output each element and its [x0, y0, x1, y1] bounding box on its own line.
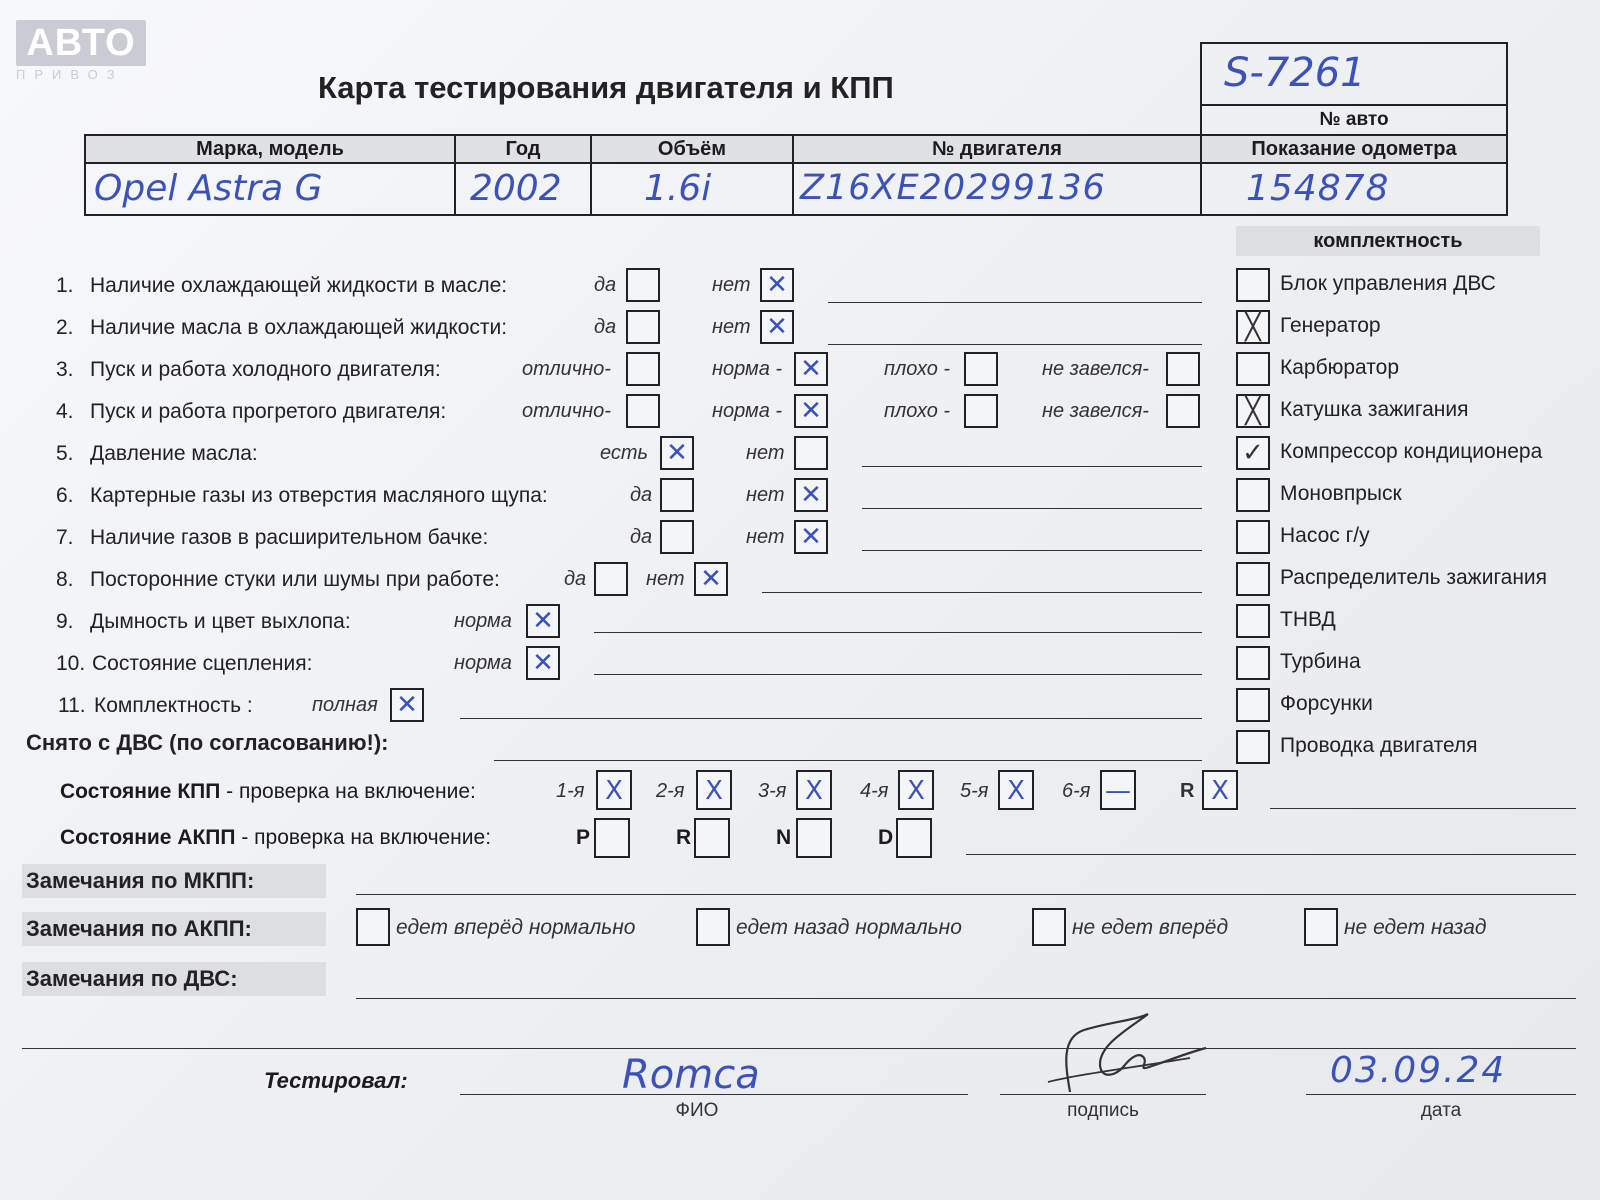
kit-checkbox-wiring[interactable] [1236, 730, 1270, 764]
kit-checkbox-turbo[interactable] [1236, 646, 1270, 680]
option-label: нет [712, 274, 751, 296]
akpp-label-rest: - проверка на включение: [235, 826, 492, 849]
header-col-model: Марка, модель [84, 134, 456, 164]
checkmark-x-icon: ✕ [666, 438, 688, 468]
kit-label: Моновпрыск [1280, 482, 1402, 505]
akpp-r-checkbox[interactable] [694, 818, 730, 858]
option-label: нет [746, 526, 785, 548]
check-number: 6. [56, 484, 74, 507]
option-label: плохо - [884, 358, 951, 380]
note-line[interactable] [828, 302, 1202, 303]
gear-6-checkbox[interactable] [1100, 770, 1136, 810]
check-label: Наличие охлаждающей жидкости в масле: [90, 274, 508, 297]
volume-field[interactable] [590, 162, 794, 216]
kit-label: Насос г/у [1280, 524, 1370, 547]
option-label: нет [746, 442, 785, 464]
option-label: да [594, 316, 617, 338]
header-col-engine-no: № двигателя [792, 134, 1202, 164]
akpp-label [60, 826, 491, 850]
note-line[interactable] [862, 466, 1202, 467]
kit-checkbox-ignition-coil[interactable] [1236, 394, 1270, 428]
check-1-yes-checkbox[interactable] [626, 268, 660, 302]
remarks-dvs-line[interactable] [356, 998, 1576, 999]
option-label: полная [312, 694, 378, 716]
checkmark-x-icon: ✕ [800, 480, 822, 510]
check-label: Картерные газы из отверстия масляного щупа: [90, 484, 548, 507]
check-number: 4. [56, 400, 74, 423]
check-9-normal-checkbox[interactable] [526, 604, 560, 638]
option-label: есть [600, 442, 649, 464]
kit-checkbox-ps-pump[interactable] [1236, 520, 1270, 554]
check-label: Давление масла: [90, 442, 258, 465]
akpp-note-line[interactable] [966, 854, 1576, 855]
fio-caption: ФИО [675, 1100, 719, 1121]
akpp-position-label: N [776, 826, 792, 849]
option-label: нет [712, 316, 751, 338]
gear-label: 4-я [860, 780, 889, 802]
tester-name-value: Romca [622, 1052, 760, 1098]
check-5-no-checkbox[interactable] [794, 436, 828, 470]
check-label: Посторонние стуки или шумы при работе: [90, 568, 500, 591]
akpp-forward-ok-checkbox[interactable] [356, 908, 390, 946]
check-3-bad-checkbox[interactable] [964, 352, 998, 386]
model-field[interactable] [84, 162, 456, 216]
note-line[interactable] [594, 632, 1202, 633]
gear-label: 1-я [556, 780, 585, 802]
check-label: Комплектность : [94, 694, 253, 717]
checkmark-x-icon: ╳ [1245, 396, 1261, 426]
kit-checkbox-mono-injection[interactable] [1236, 478, 1270, 512]
gear-5-checkbox[interactable] [998, 770, 1034, 810]
akpp-remark-option: не едет вперёд [1072, 916, 1229, 939]
checkmark-x-icon: X [1007, 776, 1025, 806]
note-line[interactable] [594, 674, 1202, 675]
check-8-no-checkbox[interactable] [694, 562, 728, 596]
check-number: 10. [56, 652, 86, 675]
kit-label: ТНВД [1280, 608, 1336, 631]
gear-label: 2-я [656, 780, 685, 802]
tester-name-line[interactable] [460, 1094, 968, 1095]
check-number: 1. [56, 274, 74, 297]
checkmark-x-icon: ✕ [766, 312, 788, 342]
check-11-full-checkbox[interactable] [390, 688, 424, 722]
check-label: Наличие масла в охлаждающей жидкости: [90, 316, 508, 339]
checkmark-icon: ✓ [1242, 438, 1264, 468]
akpp-no-reverse-checkbox[interactable] [1304, 908, 1338, 946]
check-3-excellent-checkbox[interactable] [626, 352, 660, 386]
check-label: Дымность и цвет выхлопа: [90, 610, 351, 633]
odometer-field[interactable] [1200, 162, 1508, 216]
kpp-note-line[interactable] [1270, 808, 1576, 809]
check-2-yes-checkbox[interactable] [626, 310, 660, 344]
option-label: плохо - [884, 400, 951, 422]
check-4-no-start-checkbox[interactable] [1166, 394, 1200, 428]
check-number: 8. [56, 568, 74, 591]
option-label: отлично- [522, 400, 611, 422]
checkmark-x-icon: ╳ [1245, 312, 1261, 342]
check-6-no-checkbox[interactable] [794, 478, 828, 512]
remarks-extra-line[interactable] [22, 1048, 1576, 1049]
kit-label: Блок управления ДВС [1280, 272, 1496, 295]
kit-checkbox-distributor[interactable] [1236, 562, 1270, 596]
kit-checkbox-ecu[interactable] [1236, 268, 1270, 302]
akpp-remark-option: не едет назад [1344, 916, 1487, 939]
gear-label: 5-я [960, 780, 989, 802]
option-label: отлично- [522, 358, 611, 380]
akpp-reverse-ok-checkbox[interactable] [696, 908, 730, 946]
remarks-mkpp-line[interactable] [356, 894, 1576, 895]
checkmark-x-icon: ✕ [800, 354, 822, 384]
checkmark-x-icon: X [605, 776, 623, 806]
page-title: Карта тестирования двигателя и КПП [318, 70, 894, 105]
remarks-dvs-label: Замечания по ДВС: [22, 962, 326, 996]
check-number: 9. [56, 610, 74, 633]
check-4-bad-checkbox[interactable] [964, 394, 998, 428]
kit-label: Катушка зажигания [1280, 398, 1469, 421]
auto-number-field[interactable] [1200, 42, 1508, 106]
gear-label: R [1180, 780, 1195, 802]
akpp-n-checkbox[interactable] [796, 818, 832, 858]
checkmark-x-icon: X [1211, 776, 1229, 806]
checkmark-x-icon: ✕ [766, 270, 788, 300]
engine-number-value: Z16XE20299136 [800, 168, 1106, 208]
logo-wordmark: АВТО [16, 20, 146, 66]
akpp-d-checkbox[interactable] [896, 818, 932, 858]
option-label: не завелся- [1042, 400, 1149, 422]
checkmark-x-icon: ✕ [800, 396, 822, 426]
checkmark-x-icon: ✕ [532, 648, 554, 678]
check-1-no-checkbox[interactable] [760, 268, 794, 302]
option-label: норма - [712, 358, 783, 380]
odometer-value: 154878 [1246, 168, 1390, 209]
signature-caption: подпись [1067, 1100, 1139, 1121]
kit-label: Распределитель зажигания [1280, 566, 1548, 589]
akpp-label-bold: Состояние АКПП [60, 826, 236, 849]
option-label: нет [746, 484, 785, 506]
kit-checkbox-ac-compressor[interactable] [1236, 436, 1270, 470]
checkmark-x-icon: ✕ [700, 564, 722, 594]
remarks-mkpp-label: Замечания по МКПП: [22, 864, 326, 898]
checkmark-x-icon: X [805, 776, 823, 806]
gear-3-checkbox[interactable] [796, 770, 832, 810]
check-number: 3. [56, 358, 74, 381]
check-2-no-checkbox[interactable] [760, 310, 794, 344]
date-line[interactable] [1306, 1094, 1576, 1095]
option-label: норма - [712, 400, 783, 422]
year-value: 2002 [470, 168, 562, 209]
header-col-volume: Объём [590, 134, 794, 164]
kit-label: Карбюратор [1280, 356, 1400, 379]
gear-2-checkbox[interactable] [696, 770, 732, 810]
check-4-excellent-checkbox[interactable] [626, 394, 660, 428]
check-number: 2. [56, 316, 74, 339]
akpp-no-forward-checkbox[interactable] [1032, 908, 1066, 946]
akpp-remark-option: едет назад нормально [736, 916, 962, 939]
check-label: Наличие газов в расширительном бачке: [90, 526, 489, 549]
note-line[interactable] [828, 344, 1202, 345]
akpp-position-label: D [878, 826, 894, 849]
kit-label: Компрессор кондиционера [1280, 440, 1543, 463]
auto-number-value: S-7261 [1224, 50, 1366, 96]
kit-checkbox-generator[interactable] [1236, 310, 1270, 344]
tested-by-label: Тестировал: [264, 1068, 408, 1093]
volume-value: 1.6i [644, 168, 712, 209]
note-line[interactable] [762, 592, 1202, 593]
logo-subtitle: ПРИВОЗ [16, 67, 124, 82]
checkmark-x-icon: ✕ [532, 606, 554, 636]
check-6-yes-checkbox[interactable] [660, 478, 694, 512]
checkmark-x-icon: X [907, 776, 925, 806]
gear-1-checkbox[interactable] [596, 770, 632, 810]
check-8-yes-checkbox[interactable] [594, 562, 628, 596]
dash-icon: — [1105, 776, 1131, 806]
option-label: да [594, 274, 617, 296]
option-label: да [564, 568, 587, 590]
check-3-normal-checkbox[interactable] [794, 352, 828, 386]
akpp-position-label: P [576, 826, 591, 849]
akpp-position-label: R [676, 826, 692, 849]
date-caption: дата [1420, 1100, 1462, 1121]
check-5-yes-checkbox[interactable] [660, 436, 694, 470]
kit-label: Турбина [1280, 650, 1361, 673]
kit-checkbox-tnvd[interactable] [1236, 604, 1270, 638]
check-7-yes-checkbox[interactable] [660, 520, 694, 554]
signature-scribble-icon [1040, 1008, 1210, 1102]
kit-label: Форсунки [1280, 692, 1373, 715]
gear-label: 6-я [1062, 780, 1091, 802]
checkmark-x-icon: X [705, 776, 723, 806]
check-label: Состояние сцепления: [92, 652, 313, 675]
model-value: Opel Astra G [94, 168, 323, 209]
option-label: норма [454, 610, 512, 632]
auto-number-label: № авто [1319, 109, 1389, 130]
check-label: Пуск и работа прогретого двигателя: [90, 400, 447, 423]
note-line[interactable] [862, 550, 1202, 551]
checkmark-x-icon: ✕ [396, 690, 418, 720]
check-number: 5. [56, 442, 74, 465]
kit-label: Проводка двигателя [1280, 734, 1478, 757]
kit-title: комплектность [1236, 226, 1540, 256]
removed-from-engine-label: Снято с ДВС (по согласованию!): [26, 730, 389, 755]
removed-from-engine-line[interactable] [494, 760, 1202, 761]
check-label: Пуск и работа холодного двигателя: [90, 358, 441, 381]
kpp-label [60, 780, 476, 804]
gear-label: 3-я [758, 780, 787, 802]
kpp-label-bold: Состояние КПП [60, 780, 221, 803]
check-number: 7. [56, 526, 74, 549]
option-label: нет [646, 568, 685, 590]
kit-label: Генератор [1280, 314, 1381, 337]
checkmark-x-icon: ✕ [800, 522, 822, 552]
remarks-akpp-label: Замечания по АКПП: [22, 912, 326, 946]
check-7-no-checkbox[interactable] [794, 520, 828, 554]
avto-privoz-logo [16, 20, 146, 82]
check-10-normal-checkbox[interactable] [526, 646, 560, 680]
note-line[interactable] [862, 508, 1202, 509]
check-3-no-start-checkbox[interactable] [1166, 352, 1200, 386]
gear-4-checkbox[interactable] [898, 770, 934, 810]
header-col-odometer: Показание одометра [1200, 134, 1508, 164]
year-field[interactable] [454, 162, 592, 216]
gear-r-checkbox[interactable] [1202, 770, 1238, 810]
test-date-value: 03.09.24 [1330, 1050, 1507, 1091]
note-line[interactable] [460, 718, 1202, 719]
header-col-year: Год [454, 134, 592, 164]
kit-checkbox-injectors[interactable] [1236, 688, 1270, 722]
option-label: не завелся- [1042, 358, 1149, 380]
engine-number-field[interactable] [792, 162, 1202, 216]
akpp-remark-option: едет вперёд нормально [396, 916, 636, 939]
check-number: 11. [58, 694, 86, 717]
check-4-normal-checkbox[interactable] [794, 394, 828, 428]
option-label: норма [454, 652, 512, 674]
akpp-p-checkbox[interactable] [594, 818, 630, 858]
option-label: да [630, 484, 653, 506]
auto-number-label-cell [1200, 104, 1508, 136]
signature-line[interactable] [1000, 1094, 1206, 1095]
option-label: да [630, 526, 653, 548]
kit-checkbox-carburetor[interactable] [1236, 352, 1270, 386]
kpp-label-rest: - проверка на включение: [220, 780, 476, 803]
